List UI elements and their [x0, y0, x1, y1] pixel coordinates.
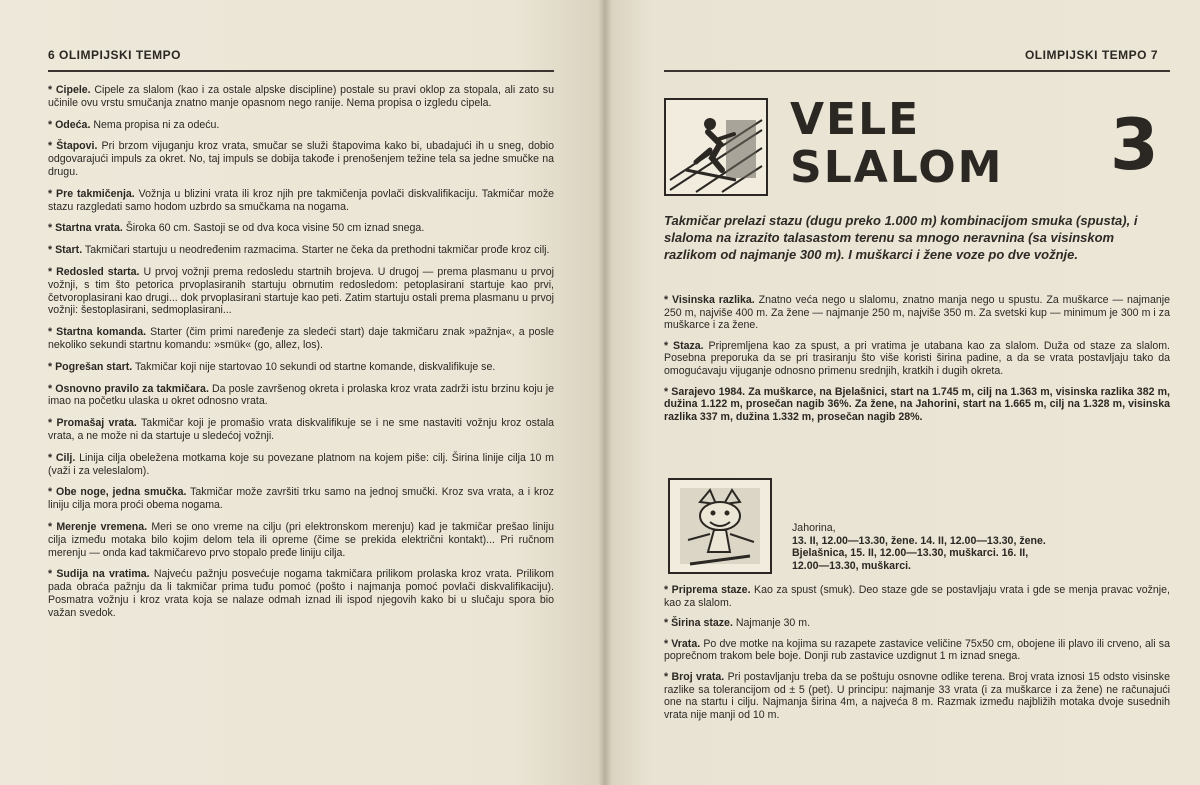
paragraph [664, 617, 1170, 630]
paragraph [664, 584, 1170, 609]
event-schedule [792, 522, 1172, 572]
paragraph-text: Meri se ono vreme na cilju (pri elektronskom merenju) kad je takmičar prešao liniju cilja između motaka bilo kojim delom tela ili opreme (čime se prekida električni kontakt)... Pri ručnom merenju — onda kad takmičarevo prvo stopalo pređe liniju cilja. [48, 520, 554, 559]
paragraph-text: Takmičar koji je promašio vrata diskvalifikuje se i ne sme nastaviti vožnju kroz ostala vrata, a ne može ni da startuje u sledećoj vožnji. [48, 417, 554, 442]
lead-paragraph: Takmičar prelazi stazu (dugu preko 1.000 m) kombinacijom smuka (spusta), i slaloma na izrazito talasastom terenu sa mnogo neravnina (sa visinskom razlikom od najmanje 300 m). I muškarci i žene voze po dve vožnje. [664, 213, 1138, 262]
paragraph-text: Vožnja u blizini vrata ili kroz njih pre takmičenja povlači diskvalifikaciju. Takmičar može stazu razgledati samo hodom uzbrdo sa smučkama na nogama. [48, 187, 555, 213]
paragraph-term: * Širina staze. [664, 617, 733, 630]
paragraph-term: * Redosled starta. [48, 265, 140, 278]
paragraph [664, 638, 1170, 663]
paragraph-term: * Startna komanda. [48, 326, 147, 339]
schedule-line: Jahorina, [792, 522, 836, 534]
paragraph-text: U prvoj vožnji prema redosledu startnih brojeva. U drugoj — prema plasmanu u prvoj vožnji, s tim što petorica prvoplasiranih startuju obrnutim redosledom: petoplasirani startuje kao prvi, četvoroplasirani kao drugi... dok prvoplasirani startuje kao peti. Zatim startuju ostali prema plasmanu u prvoj vožnji: šestoplasirani, sedmoplasirani... [48, 265, 554, 317]
paragraph [48, 486, 554, 512]
right-text-column-top [664, 294, 1170, 431]
paragraph-text: Takmičar koji nije startovao 10 sekundi od startne komande, diskvalifikuje se. [132, 360, 496, 373]
paragraph-text: Najveću pažnju posvećuje nogama takmičara prilikom prolaska kroz vrata. Prilikom pada obraća pažnju da li takmičar prima tuđu pomoć (pošto i najmanja pomoć povlači diskvalifikaciju). Posmatra vožnju i kroz vrata koja se nalaze odmah iznad ili ispod njegovih kako bi u slučaju spora bio važan svedok. [48, 568, 554, 619]
paragraph-term: * Visinska razlika. [664, 294, 755, 306]
paragraph-term: * Merenje vremena. [48, 520, 148, 533]
paragraph [48, 119, 554, 132]
paragraph-text: Takmičar može završiti trku samo na jednoj smučki. Kroz sva vrata, a i kroz liniju cilja mora proći obema nogama. [48, 486, 554, 512]
paragraph-text: Kao za spust (smuk). Deo staze gde se postavljaju vrata i gde se menja pravac vožnje, kao za slalom. [664, 584, 1170, 609]
paragraph-text: Za muškarce, na Bjelašnici, start na 1.745 m, cilj na 1.363 m, visinska razlika 382 m, dužina 1.122 m, prosečan nagib 36%. Za žene, na Jahorini, start na 1.665 m, cilj na 1.328 m, visinska razlika 337 m, dužina 1.332 m, prosečan nagib 28%. [664, 385, 1170, 423]
mascot-vucko-icon [668, 478, 772, 574]
paragraph [48, 188, 554, 214]
paragraph [664, 294, 1170, 332]
paragraph-term: * Staza. [664, 339, 704, 352]
paragraph [664, 386, 1170, 424]
paragraph-term: * Cilj. [48, 451, 76, 464]
schedule-line: 13. II, 12.00—13.30, žene. 14. II, 12.00—13.30, žene. [792, 534, 1046, 547]
running-head-left: 6 OLIMPIJSKI TEMPO [48, 48, 182, 62]
header-rule-left [48, 70, 554, 72]
paragraph-text: Takmičari startuju u neodređenim razmacima. Starter ne čeka da prethodni takmičar prođe kroz cilj. [82, 244, 550, 257]
section-title-line1: VELE [790, 94, 921, 145]
paragraph-text: Po dve motke na kojima su razapete zastavice veličine 75x50 cm, obojene ili plavo ili crveno, ali sa poprečnom trakom bele boje. Donji rub zastavice uzdignut 1 m iznad snega. [664, 637, 1170, 663]
paragraph-text: Pri postavljanju treba da se poštuju osnovne odlike terena. Broj vrata iznosi 15 odsto visinske razlike sa tolerancijom od ± 5 (pet). U principu: najmanje 33 vrata (i za muškarce i za žene) ne računajući one na startu i cilju. Najmanja širina 4m, a najveća 8 m. Razmak između najbližih motaka dvoje susednih vrata nije manji od 10 m. [664, 670, 1170, 721]
paragraph-term: * Broj vrata. [664, 670, 725, 683]
right-text-column-bottom [664, 584, 1170, 729]
paragraph-term: * Vrata. [664, 637, 701, 650]
paragraph-term: * Štapovi. [48, 140, 98, 153]
paragraph [48, 361, 554, 374]
paragraph-text: Pripremljena kao za spust, a pri vratima je utabana kao za slalom. Duža od staze za slalom. Posebna preporuka da se pri trasiranju što više koristi širina padine, a da se vrata postavljaju tako da omogućavaju vijuganje odnosno primenu srednjih, kratkih i dugih okreta. [664, 339, 1170, 377]
running-head-right: OLIMPIJSKI TEMPO 7 [1024, 48, 1158, 62]
paragraph-text: Starter (čim primi naređenje za sledeći start) daje takmičaru znak »pažnja«, a posle nekoliko sekundi startnu komandu: »smük« (go, allez, los). [48, 326, 554, 351]
paragraph-term: * Promašaj vrata. [48, 417, 137, 430]
paragraph [48, 452, 554, 478]
paragraph-text: Pri brzom vijuganju kroz vrata, smučar se služi štapovima kako bi, ubadajući ih u sneg, dobio odgovarajući impuls za okret. No, taj impuls se dobija takođe i prenošenjem težine tela sa jedne smučke na drugu. [48, 140, 554, 178]
paragraph [48, 140, 554, 178]
paragraph-term: * Start. [48, 244, 83, 257]
right-page [604, 0, 1200, 785]
paragraph-text: Cipele za slalom (kao i za ostale alpske discipline) postale su pravi oklop za stopala, ali zato su učinile ovu vrstu smučanja znatno manje opasnom nego ranije. Nema propisa o izgledu cipela. [48, 84, 554, 109]
paragraph [48, 84, 554, 110]
paragraph [48, 417, 554, 443]
paragraph-term: * Sudija na vratima. [48, 568, 150, 581]
schedule-line: 12.00—13.30, muškarci. [792, 559, 911, 572]
header-rule-right [664, 70, 1170, 72]
paragraph [48, 326, 554, 352]
paragraph-term: * Odeća. [48, 118, 91, 131]
paragraph [48, 266, 554, 317]
skier-pictogram-icon [664, 98, 768, 196]
paragraph-text: Da posle završenog okreta i prolaska kroz vrata zadrži istu brzinu koju je imao na početku ulaska u okret odnosno vrata. [48, 382, 554, 408]
paragraph [48, 244, 554, 257]
paragraph-text: Nema propisa ni za odeću. [90, 118, 220, 131]
paragraph [664, 671, 1170, 721]
section-title [790, 96, 1003, 192]
paragraph [48, 383, 554, 409]
left-text-column [48, 84, 554, 629]
paragraph-term: * Priprema staze. [664, 584, 751, 596]
paragraph [48, 521, 554, 559]
paragraph-term: * Pre takmičenja. [48, 187, 135, 200]
section-title-line2: SLALOM [790, 142, 1004, 193]
schedule-line: Bjelašnica, 15. II, 12.00—13.30, muškarci. 16. II, [792, 547, 1029, 560]
paragraph [48, 222, 554, 235]
paragraph-term: * Cipele. [48, 84, 91, 96]
paragraph-term: * Pogrešan start. [48, 360, 133, 373]
paragraph-term: * Startna vrata. [48, 222, 123, 235]
paragraph-text: Najmanje 30 m. [732, 617, 811, 630]
paragraph [48, 568, 554, 619]
paragraph-term: * Obe noge, jedna smučka. [48, 486, 187, 499]
paragraph-text: Znatno veća nego u slalomu, znatno manja nego u spustu. Za muškarce — najmanje 250 m, najviše 400 m. Za žene — najmanje 250 m, najviše 350 m. Za svetski kup — minimum je 300 m i za muškarce i za žene. [664, 294, 1170, 332]
paragraph-term: * Osnovno pravilo za takmičara. [48, 382, 209, 395]
paragraph-text: Linija cilja obeležena motkama koje su povezane platnom na kojem piše: cilj. Širina linije cilja 10 m (važi i za veleslalom). [48, 451, 554, 477]
page-gutter [598, 0, 612, 785]
paragraph-term: * Sarajevo 1984. [664, 385, 746, 398]
section-number: 3 [1110, 104, 1159, 186]
paragraph [664, 340, 1170, 378]
paragraph-text: Široka 60 cm. Sastoji se od dva koca visine 50 cm iznad snega. [122, 222, 425, 235]
